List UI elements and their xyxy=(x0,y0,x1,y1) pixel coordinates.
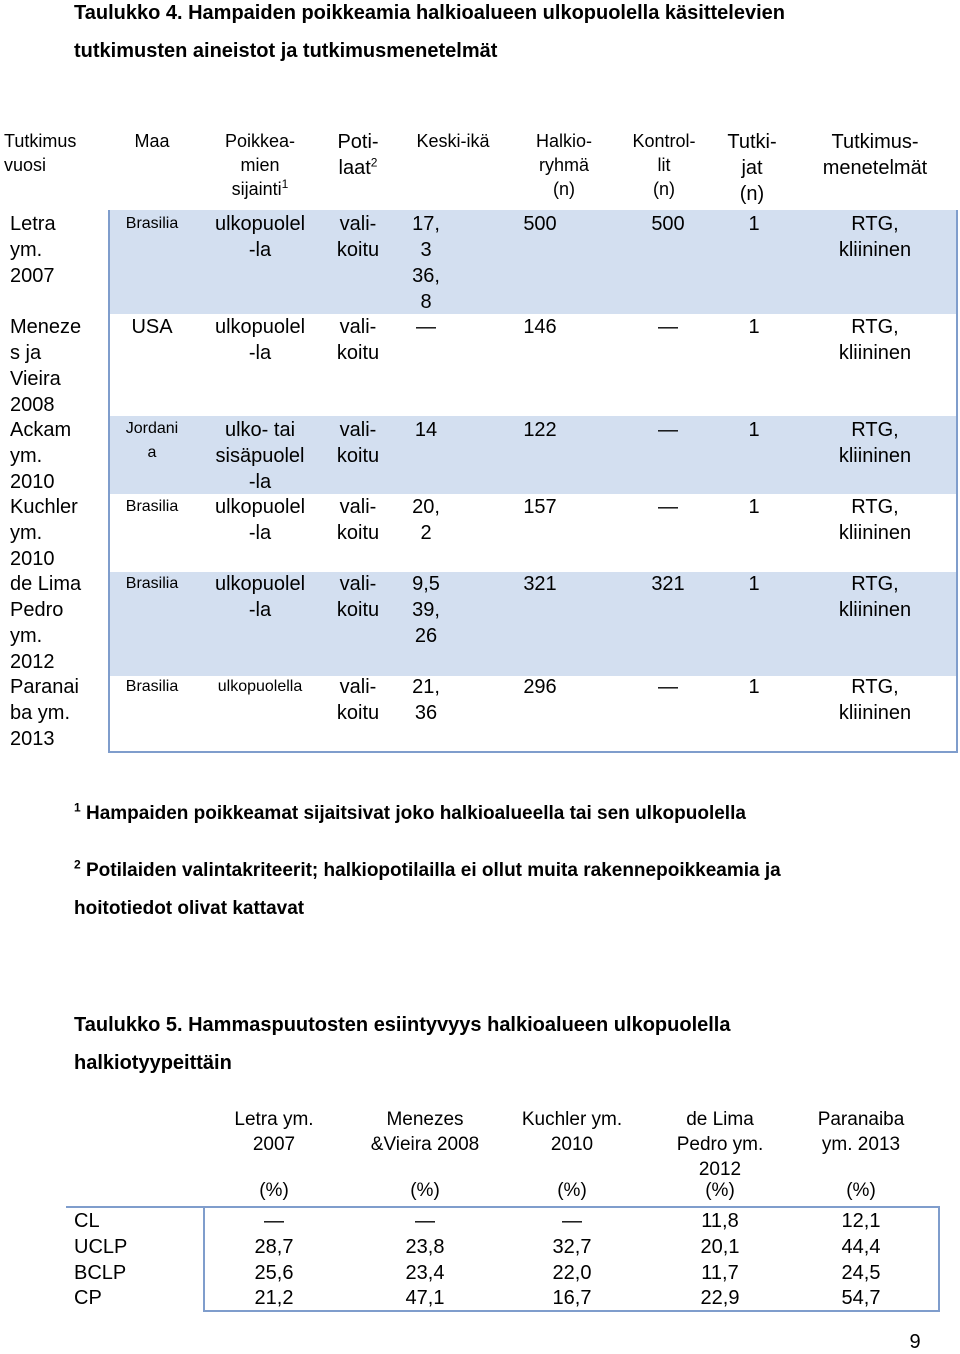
header-study: Tutkimus vuosi xyxy=(4,131,77,175)
t5-cell: 25,6 xyxy=(254,1262,294,1284)
row4-control: — xyxy=(658,496,678,518)
row5-patients: vali- koitu xyxy=(336,573,380,621)
t5-cell: 28,7 xyxy=(254,1236,294,1258)
t5-unit-col5: (%) xyxy=(846,1180,876,1201)
t5-cell: — xyxy=(562,1210,582,1232)
t5-cell: 32,7 xyxy=(552,1236,592,1258)
row4-country: Brasilia xyxy=(125,498,179,515)
row2-study: Meneze s ja Vieira 2008 xyxy=(10,316,82,416)
t5-header-col1: Letra ym. 2007 xyxy=(234,1109,314,1155)
row1-country: Brasilia xyxy=(125,215,179,232)
row5-age: 9,5 39, 26 xyxy=(412,573,440,647)
row3-country: Jordani a xyxy=(125,420,179,461)
header-control: Kontrol- lit (n) xyxy=(632,131,696,199)
t5-cell: 21,2 xyxy=(254,1287,294,1309)
t5-header-col4: de Lima Pedro ym. 2012 xyxy=(676,1109,764,1180)
row3-age: 14 xyxy=(414,419,438,441)
table4-border-right xyxy=(956,210,958,753)
row4-location: ulkopuolel -la xyxy=(214,496,306,544)
t5-header-col3: Kuchler ym. 2010 xyxy=(521,1109,623,1155)
t5-cell: 24,5 xyxy=(841,1262,881,1284)
t5-unit-col1: (%) xyxy=(259,1180,289,1201)
table4-caption xyxy=(74,0,944,70)
t5-header-col2: Menezes &Vieira 2008 xyxy=(370,1109,480,1155)
t5-row-label: BCLP xyxy=(74,1262,127,1284)
row1-control: 500 xyxy=(651,213,685,235)
footnote-2: $^2$ Potilaiden valintakriteerit; halkiopotilailla ei ollut muita rakennepoikkeamia ja hoitotiedot olivat kattavat xyxy=(74,857,781,919)
row4-age: 20, 2 xyxy=(412,496,440,544)
t5-row-label: CP xyxy=(74,1287,102,1309)
row3-researchers: 1 xyxy=(748,419,760,441)
row4-study: Kuchler ym. 2010 xyxy=(10,496,78,570)
row4-cleft: 157 xyxy=(523,496,557,518)
t5-row-label: UCLP xyxy=(74,1236,128,1258)
t5-cell: 23,4 xyxy=(405,1262,445,1284)
row2-control: — xyxy=(658,316,678,338)
row6-control: — xyxy=(658,676,678,698)
header-country: Maa xyxy=(134,131,170,151)
row5-study: de Lima Pedro ym. 2012 xyxy=(10,573,82,673)
t5-header-col5: Paranaiba ym. 2013 xyxy=(817,1109,905,1155)
t5-border-right xyxy=(938,1208,940,1312)
row3-study: Ackam ym. 2010 xyxy=(10,419,72,493)
header-researchers: Tutki- jat (n) xyxy=(727,131,777,205)
t5-cell: — xyxy=(264,1210,284,1232)
row5-country: Brasilia xyxy=(125,575,179,592)
row5-methods: RTG, kliininen xyxy=(838,573,912,621)
row1-study: Letra ym. 2007 xyxy=(10,213,56,287)
row1-methods: RTG, kliininen xyxy=(838,213,912,261)
t5-unit-col3: (%) xyxy=(557,1180,587,1201)
t5-cell: 47,1 xyxy=(405,1287,445,1309)
row2-methods: RTG, kliininen xyxy=(838,316,912,364)
row2-cleft: 146 xyxy=(523,316,557,338)
row2-patients: vali- koitu xyxy=(336,316,380,364)
row3-location: ulko- tai sisäpuolel -la xyxy=(215,419,305,493)
t5-unit-col2: (%) xyxy=(410,1180,440,1201)
t5-cell: 16,7 xyxy=(552,1287,592,1309)
t5-unit-col4: (%) xyxy=(705,1180,735,1201)
header-patients: Poti- laat$^2$ xyxy=(337,131,379,179)
row5-cleft: 321 xyxy=(523,573,557,595)
row3-control: — xyxy=(658,419,678,441)
row2-location: ulkopuolel -la xyxy=(214,316,306,364)
t5-border-left xyxy=(203,1208,205,1312)
footnote-1: $^1$ Hampaiden poikkeamat sijaitsivat joko halkioalueella tai sen ulkopuolella xyxy=(74,800,746,824)
header-cleft: Halkio- ryhmä (n) xyxy=(535,131,592,199)
row6-study: Paranai ba ym. 2013 xyxy=(10,676,79,750)
t5-cell: 23,8 xyxy=(405,1236,445,1258)
t5-cell: 44,4 xyxy=(841,1236,881,1258)
t5-cell: 12,1 xyxy=(841,1210,881,1232)
header-location: Poikkea- mien sijainti$^1$ xyxy=(224,131,296,199)
row3-methods: RTG, kliininen xyxy=(838,419,912,467)
row6-patients: vali- koitu xyxy=(336,676,380,724)
table4-border-bottom xyxy=(108,751,958,753)
table4-caption-line2: tutkimusten aineistot ja tutkimusmenetelmät xyxy=(74,40,498,62)
row4-patients: vali- koitu xyxy=(336,496,380,544)
row1-cleft: 500 xyxy=(523,213,557,235)
row5-location: ulkopuolel -la xyxy=(214,573,306,621)
row6-researchers: 1 xyxy=(748,676,760,698)
t5-cell: 20,1 xyxy=(700,1236,740,1258)
table4-caption-line1: Taulukko 4. Hampaiden poikkeamia halkioalueen ulkopuolella käsittelevien xyxy=(74,2,785,24)
t5-cell: 11,8 xyxy=(701,1210,739,1232)
row6-methods: RTG, kliininen xyxy=(838,676,912,724)
row4-methods: RTG, kliininen xyxy=(838,496,912,544)
t5-cell: 54,7 xyxy=(841,1287,881,1309)
row6-country: Brasilia xyxy=(125,678,179,695)
header-age: Keski-ikä xyxy=(416,131,490,151)
row1-location: ulkopuolel -la xyxy=(214,213,306,261)
table4-border-left xyxy=(108,210,110,753)
row1-patients: vali- koitu xyxy=(336,213,380,261)
row6-age: 21, 36 xyxy=(412,676,440,724)
header-methods: Tutkimus- menetelmät xyxy=(822,131,928,179)
t5-cell: 22,0 xyxy=(552,1262,592,1284)
row3-cleft: 122 xyxy=(523,419,557,441)
t5-row-label: CL xyxy=(74,1210,100,1232)
row6-location: ulkopuolella xyxy=(217,678,303,695)
row5-researchers: 1 xyxy=(748,573,760,595)
t5-cell: — xyxy=(415,1210,435,1232)
row1-age: 17, 3 36, 8 xyxy=(412,213,440,313)
row6-cleft: 296 xyxy=(523,676,557,698)
row5-control: 321 xyxy=(651,573,685,595)
row1-researchers: 1 xyxy=(748,213,760,235)
page-number: 9 xyxy=(909,1331,921,1353)
row4-researchers: 1 xyxy=(748,496,760,518)
table5-caption: Taulukko 5. Hammaspuutosten esiintyvyys halkioalueen ulkopuolella halkiotyypeittäin xyxy=(74,1014,731,1074)
row2-age: — xyxy=(416,316,436,338)
t5-cell: 22,9 xyxy=(700,1287,740,1309)
t5-cell: 11,7 xyxy=(701,1262,739,1284)
row3-patients: vali- koitu xyxy=(336,419,380,467)
row2-researchers: 1 xyxy=(748,316,760,338)
row2-country: USA xyxy=(131,316,173,338)
